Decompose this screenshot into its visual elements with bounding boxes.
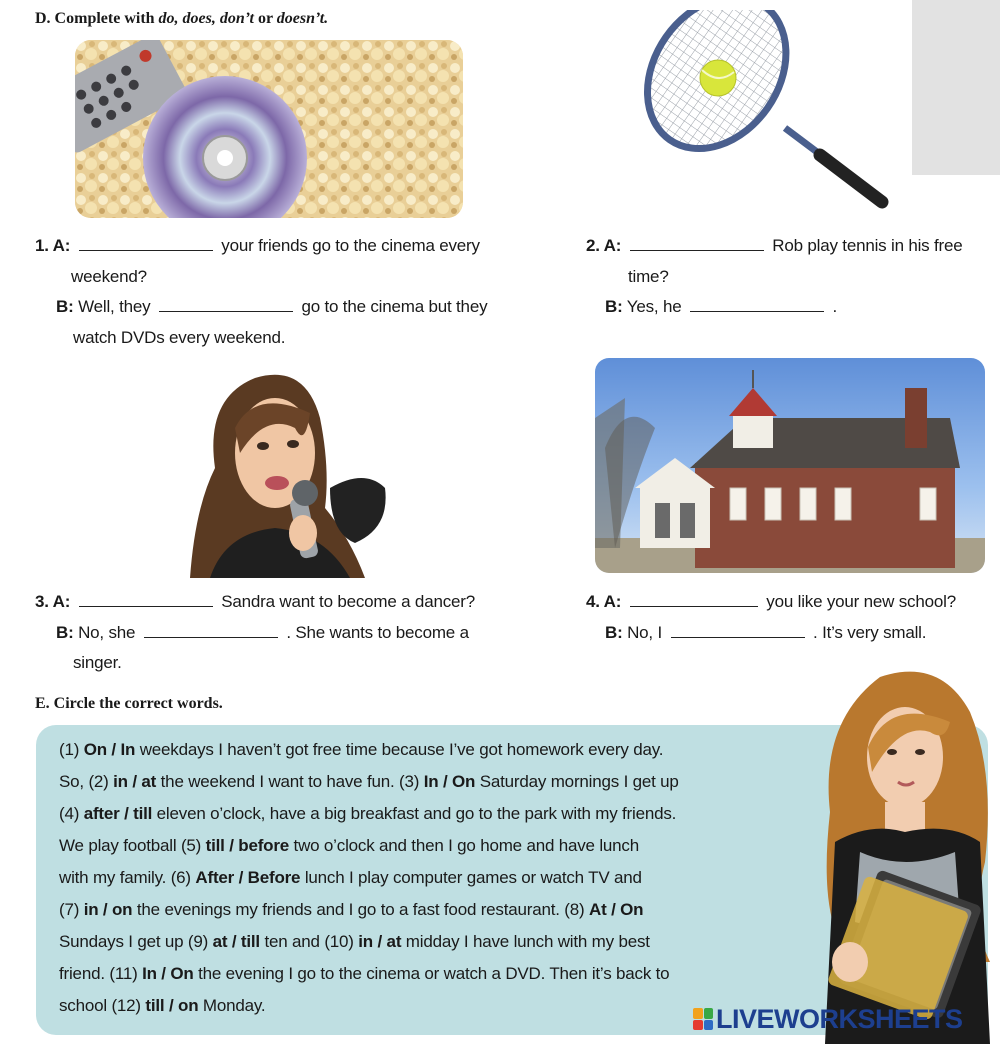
paragraph-line [59,740,663,760]
q1-line-a: 1. A: your friends go to the cinema every [35,236,480,255]
paragraph-line [59,836,639,856]
paragraph-text: midday I have lunch with my best [401,932,650,951]
q3-b-blank[interactable] [144,624,278,638]
word-choice[interactable]: At / On [589,900,644,919]
q4-line-a: 4. A: you like your new school? [586,592,956,611]
singer-image [135,358,400,578]
q3-line-a: 3. A: Sandra want to become a dancer? [35,592,475,611]
paragraph-text: the evenings my friends and I go to a fast food restaurant. (8) [132,900,590,919]
tennis-racket-image [620,10,895,210]
q4-a-blank[interactable] [630,593,758,607]
word-choice[interactable]: till / before [205,836,290,855]
q3-line-b-cont: singer. [73,653,122,672]
paragraph-line [59,932,650,952]
paragraph-text: Saturday mornings I get up [475,772,679,791]
liveworksheets-logo-icon [693,1008,713,1030]
section-e-heading: E. Circle the correct words. [35,695,223,712]
paragraph-text: school (12) [59,996,146,1015]
word-choice[interactable]: in / on [83,900,133,919]
paragraph-line [59,868,642,888]
popcorn-dvd-image [75,40,463,218]
school-image [595,358,985,573]
paragraph-text: Monday. [198,996,266,1015]
paragraph-line [59,772,679,792]
word-choice[interactable]: After / Before [195,868,301,887]
q1-line-b: B: Well, they go to the cinema but they [56,297,488,316]
q4-line-b: B: No, I . It’s very small. [605,623,927,642]
paragraph-line [59,804,676,824]
paragraph-text: lunch I play computer games or watch TV and [300,868,642,887]
q2-line-b: B: Yes, he . [605,297,838,316]
paragraph-text: (1) [59,740,84,759]
q2-line-a: 2. A: Rob play tennis in his free [586,236,963,255]
q2-line-a-cont: time? [628,267,669,286]
paragraph-text: So, (2) [59,772,114,791]
q2-b-blank[interactable] [690,298,824,312]
side-panel [912,0,1000,175]
q3-line-b: B: No, she . She wants to become a [56,623,469,642]
paragraph-text: weekdays I haven’t got free time because I’ve got homework every day. [135,740,664,759]
word-choice[interactable]: after / till [83,804,153,823]
paragraph-line [59,964,669,984]
word-choice[interactable]: In / On [423,772,476,791]
paragraph-text: the weekend I want to have fun. (3) [156,772,424,791]
paragraph-line [59,996,265,1016]
logo-text: LIVEWORKSHEETS [716,1003,963,1034]
section-d-heading: D. Complete with do, does, don’t or doesn’t. [35,10,329,27]
paragraph-line [59,900,643,920]
paragraph-text: eleven o’clock, have a big breakfast and go to the park with my friends. [152,804,677,823]
paragraph-text: ten and (10) [259,932,359,951]
paragraph-text: with my family. (6) [59,868,196,887]
paragraph-text: friend. (11) [59,964,143,983]
q4-b-blank[interactable] [671,624,805,638]
q2-a-blank[interactable] [630,237,764,251]
paragraph-text: (7) [59,900,84,919]
paragraph-text: (4) [59,804,84,823]
paragraph-text: Sundays I get up (9) [59,932,213,951]
q1-b-blank[interactable] [159,298,293,312]
q1-line-a-cont: weekend? [71,267,147,286]
paragraph-text: the evening I go to the cinema or watch a DVD. Then it’s back to [193,964,670,983]
liveworksheets-logo [693,1003,963,1035]
paragraph-text: We play football (5) [59,836,206,855]
word-choice[interactable]: On / In [83,740,136,759]
paragraph-text: two o’clock and then I go home and have lunch [289,836,639,855]
q1-line-b-cont: watch DVDs every weekend. [73,328,286,347]
word-choice[interactable]: In / On [142,964,194,983]
q3-a-blank[interactable] [79,593,213,607]
word-choice[interactable]: at / till [212,932,260,951]
student-image [810,662,1000,1044]
word-choice[interactable]: in / at [113,772,157,791]
word-choice[interactable]: in / at [358,932,402,951]
word-choice[interactable]: till / on [145,996,199,1015]
q1-a-blank[interactable] [79,237,213,251]
